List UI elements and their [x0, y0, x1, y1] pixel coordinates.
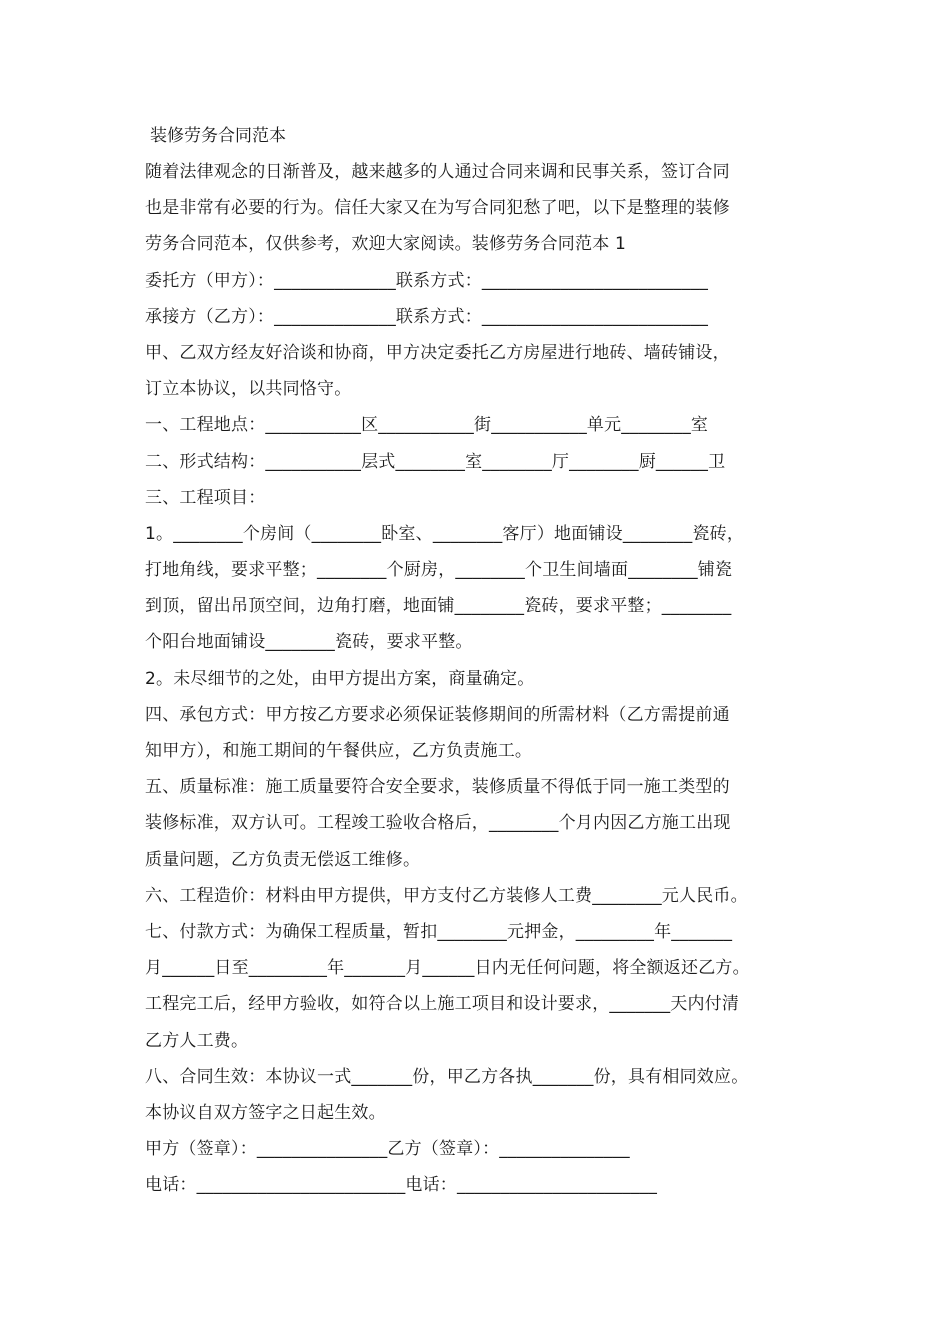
- document-title: 装修劳务合同范本: [150, 126, 286, 146]
- text-line: 乙方人工费。: [145, 1030, 249, 1051]
- text-line: 三、工程项目：: [145, 487, 266, 508]
- text-line: 个阳台地面铺设________瓷砖，要求平整。: [145, 632, 473, 653]
- text-line: 甲、乙双方经友好洽谈和协商，甲方决定委托乙方房屋进行地砖、墙砖铺设，: [145, 342, 730, 363]
- text-line: 装修标准，双方认可。工程竣工验收合格后，________个月内因乙方施工出现: [145, 813, 731, 834]
- text-line: 知甲方），和施工期间的午餐供应，乙方负责施工。: [145, 741, 533, 761]
- text-line: 随着法律观念的日渐普及，越来越多的人通过合同来调和民事关系，签订合同: [145, 162, 730, 182]
- text-line: 1。________个房间（________卧室、________客厅）地面铺设________瓷砖，: [145, 523, 745, 544]
- document-body: [145, 159, 825, 1208]
- text-line: 电话：________________________电话：_______________________: [145, 1175, 658, 1196]
- text-line: 五、质量标准：施工质量要符合安全要求，装修质量不得低于同一施工类型的: [145, 777, 730, 798]
- text-line: 订立本协议，以共同恪守。: [145, 379, 352, 400]
- text-line: 工程完工后，经甲方验收，如符合以上施工项目和设计要求，_______天内付清: [145, 994, 740, 1015]
- text-line: 本协议自双方签字之日起生效。: [145, 1102, 386, 1123]
- text-line: 2。未尽细节的之处，由甲方提出方案，商量确定。: [145, 668, 535, 689]
- text-line: 质量问题，乙方负责无偿返工维修。: [145, 849, 421, 870]
- text-line: 甲方（签章）：_______________乙方（签章）：_______________: [145, 1139, 630, 1160]
- text-line: 委托方（甲方）：______________联系方式：__________________________: [145, 270, 709, 291]
- text-line: 八、合同生效：本协议一式_______份，甲乙方各执_______份，具有相同效应。: [145, 1066, 749, 1087]
- text-line: 二、形式结构：___________层式________室________厅________厨______卫: [145, 451, 726, 472]
- text-line: 六、工程造价：材料由甲方提供，甲方支付乙方装修人工费________元人民币。: [145, 885, 748, 906]
- text-line: 劳务合同范本，仅供参考，欢迎大家阅读。装修劳务合同范本 1: [145, 234, 627, 255]
- text-line: 月______日至_________年_______月______日内无任何问题，将全额返还乙方。: [145, 958, 750, 979]
- text-line: 到顶，留出吊顶空间，边角打磨，地面铺________瓷砖，要求平整；________: [145, 596, 732, 617]
- text-line: 也是非常有必要的行为。信任大家又在为写合同犯愁了吧，以下是整理的装修: [145, 198, 730, 219]
- text-line: 四、承包方式：甲方按乙方要求必须保证装修期间的所需材料（乙方需提前通: [145, 704, 730, 725]
- text-line: 打地角线，要求平整；________个厨房，________个卫生间墙面________铺瓷: [145, 560, 733, 581]
- text-line: 一、工程地点：___________区___________街___________单元________室: [145, 415, 709, 436]
- text-line: 承接方（乙方）：______________联系方式：__________________________: [145, 306, 709, 327]
- text-line: 七、付款方式：为确保工程质量，暂扣________元押金，_________年_______: [145, 921, 733, 942]
